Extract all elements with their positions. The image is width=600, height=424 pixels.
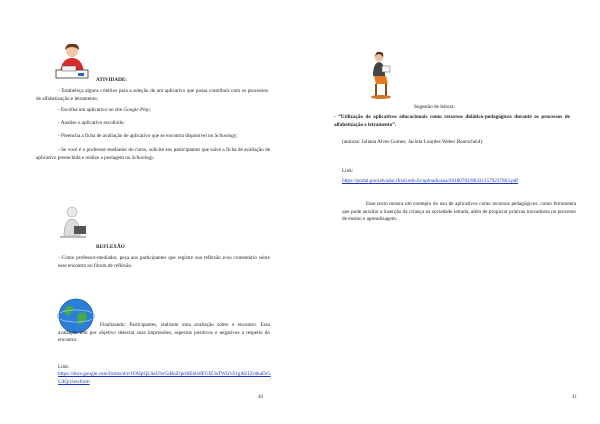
atividade-item-5: - Se você é o professor-mediador do curso, solicite aos participantes que salve a ficha de avaliação de aplicativo preenchida e realize a postagem no Schoology. [36,147,270,161]
atividade-item-4-text: - Preencha a ficha de avaliação de aplicativo que se encontra disponível no [58,133,215,139]
reading-person-icon [366,50,394,100]
reading-authors: (autoras: Juliana Alves Gomes; Jacinta Lourdes Weber Bourscheid). [342,139,484,145]
atividade-item-3 [58,120,268,128]
schoology-label: Schoology [214,133,237,139]
atividade-item-1 [36,88,268,103]
sugestao-label: Sugestão de leitura: [414,104,455,110]
reflexao-heading: REFLEXÃO [96,244,125,250]
thinking-figure-icon [58,206,88,240]
atividade-item-2-text: - Escolha um aplicativo no site [58,107,124,113]
reading-title: - “Utilização de aplicativos educacionais como recursos didático-pedagógicos durante os processos de alfabetização e letramento”. [334,114,570,128]
right-page [300,0,600,424]
atividade-item-1-text: - Estabeleça alguns critérios para a seleção de um aplicativo que possa contribuir com os processos de alfabetização e letramento; [36,88,268,102]
atividade-item-2: - Escolha um aplicativo no site Google Play; [58,107,151,113]
atividade-heading: ATIVIDADE: [96,77,128,83]
reading-link[interactable]: https://portal.pucsalvador.ifrsul.edu.br/uploads/ana/20180702/803311579237863.pdf [342,178,519,184]
finalizando-link[interactable]: https://docs.google.com/forms/d/e/1FAIpQLSeUhvGiBnZrprIbEhlx8FGfZ3sTWi2vS1gAE1ZotkaDc5U4Q/viewform [58,371,271,385]
finalizando-text: Finalizando: Participantes, realizem uma avaliação sobre o encontro. Essa avaliação tem por objetivo detectar suas impressões, aspectos positivos e negativos a respeito do encontro. [58,322,270,344]
reading-description: Esse texto mostra um exemplo do uso de aplicativos como recursos pedagógicos, como ferramenta que pode auxiliar a inserção da criança na sociedade letrada, além de propiciar práticas inovadoras no processo de ensino e aprendizagem. [342,201,576,223]
schoology-label-2: Schoology [131,154,154,161]
page-number-right: 41 [572,395,577,400]
atividade-item-4: - Preencha a ficha de avaliação de aplicativo que se encontra disponível no Schoology; [58,133,238,139]
atividade-item-5-text: - Se você é o professor-mediador do curso, solicite aos participantes que salve a ficha de avaliação de aplicativo preenchida e realize a postagem no [36,147,270,161]
google-play-label: Google Play [123,107,150,113]
reflexao-text: - Como professor-mediador, peça aos participantes que registre sua reflexão e/ou comentário sobre esse encontro no fórum de reflexão. [58,255,270,269]
page-number-left: 40 [258,395,263,400]
teacher-at-desk-icon [52,42,92,82]
finalizando-link-label: Link: [58,364,70,370]
atividade-item-3-text: - Analise o aplicativo escolhido; [58,120,125,126]
reading-link-label: Link: [342,168,354,174]
